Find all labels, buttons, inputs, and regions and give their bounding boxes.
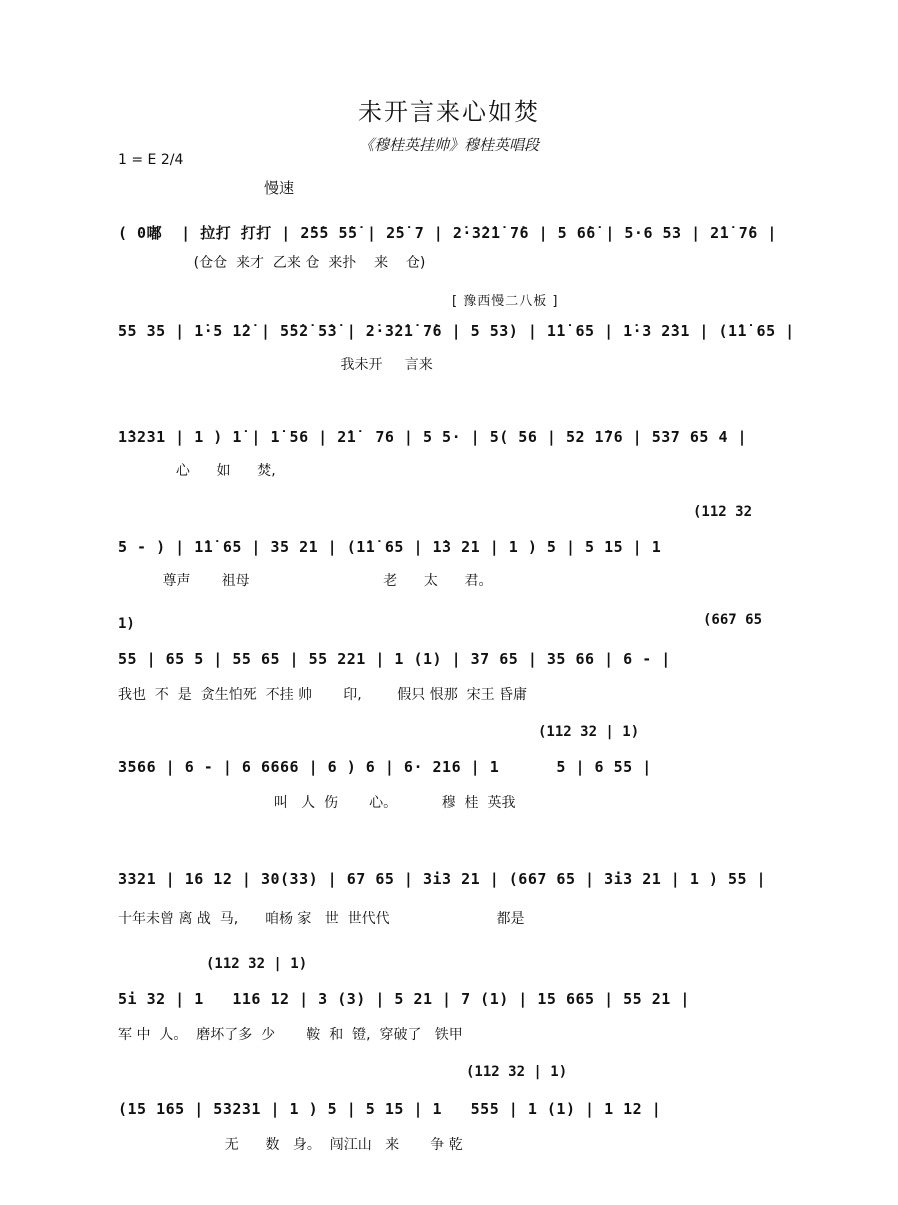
lyrics-line: 我也 不 是 贪生怕死 不挂 帅 印, 假只 恨那 宋王 昏庸 <box>118 687 528 703</box>
accompaniment-cue: (112 32 | 1) <box>466 1064 568 1080</box>
song-subtitle: 《穆桂英挂帅》穆桂英唱段 <box>358 136 539 154</box>
notation-line: 5 - ) | 1̇1̇ 65 | 35 21 | (1̇1̇ 65 | 1̇3 21 | 1 ) 5 | 5 15 | 1 <box>118 538 662 556</box>
phrase-lead: 1) <box>118 616 135 632</box>
notation-line: (15 165 | 53231 | 1 ) 5 | 5 15 | 1 555 | 1 (1) | 1 12 | <box>118 1100 662 1118</box>
lyrics-line: 尊声 祖母 老 太 君。 <box>118 573 493 589</box>
accompaniment-cue: (667 65 <box>703 612 763 628</box>
lyrics-line: 心 如 焚, <box>118 463 276 479</box>
song-title: 未开言来心如焚 <box>358 98 540 126</box>
score-system-5 <box>118 610 788 730</box>
accompaniment-cue: (112 32 <box>693 504 753 520</box>
lyrics-line: 无 数 身。 闯江山 来 争 乾 <box>118 1137 463 1153</box>
notation-line: 5i 32 | 1 116 12 | 3 (3) | 5 21 | 7 (1) | 15 665 | 55 21 | <box>118 990 690 1008</box>
notation-line: 55 35 | 1̇·5 1̇2̇ | 5̇5̇2̇ 5̇3̇ | 2̇·3̇2̇1̇ 7̇6 | 5 53) | 1̇1̇ 65 | 1̇·3 2̇31 | (1̇1̇ 65 | <box>118 322 795 340</box>
score-system-6 <box>118 722 788 842</box>
notation-line: 55 | 65 5 | 55 65 | 55 221 | 1 (1) | 37 65 | 35 66 | 6 - | <box>118 650 671 668</box>
score-system-4 <box>118 504 788 624</box>
lyrics-line: 军 中 人。 磨坏了多 少 鞍 和 镫, 穿破了 铁甲 <box>118 1027 463 1043</box>
score-system-9 <box>118 1062 788 1182</box>
score-system-8 <box>118 954 788 1074</box>
score-system-2 <box>118 312 795 432</box>
notation-line: 3566 | 6 - | 6 6666 | 6 ) 6 | 6· 216 | 1 5 | 6 55 | <box>118 758 652 776</box>
score-system-1 <box>118 208 788 328</box>
lyrics-line: 我未开 言来 <box>118 357 433 373</box>
lyrics-line: (仓仓 来才 乙来 仓 来扑 来 仓) <box>118 255 426 271</box>
lyrics-line: 十年未曾 离 战 马, 咱杨 家 世 世代代 都是 <box>118 911 525 927</box>
notation-line: 3321 | 16 12 | 30(33) | 67 65 | 3i3 21 | (667 65 | 3i3 21 | 1 ) 55 | <box>118 870 767 888</box>
accompaniment-cue: (112 32 | 1) <box>538 724 640 740</box>
key-signature: 1 = E 2/4 <box>118 152 184 168</box>
section-label: [ 豫西慢二八板 ] <box>452 294 559 309</box>
notation-line: ( 0嘟 | 拉打 打打 | 2̇5̇5 5̇5̇ | 2̇5̇ 7 | 2̇·3̇2̇1̇ 7̇6 | 5 6̇6̇ | 5·6 53 | 2̇1̇ 7̇6 | <box>118 224 777 242</box>
accompaniment-cue: (112 32 | 1) <box>206 956 308 972</box>
tempo-marking: 慢速 <box>264 179 295 197</box>
notation-line: 1̇3231 | 1 ) 1̇ | 1̇ 56 | 2̇1̇ 76 | 5 5· | 5( 56 | 52 1̇76 | 537 65 4 | <box>118 428 748 446</box>
lyrics-line: 叫 人 伤 心。 穆 桂 英我 <box>118 795 516 811</box>
